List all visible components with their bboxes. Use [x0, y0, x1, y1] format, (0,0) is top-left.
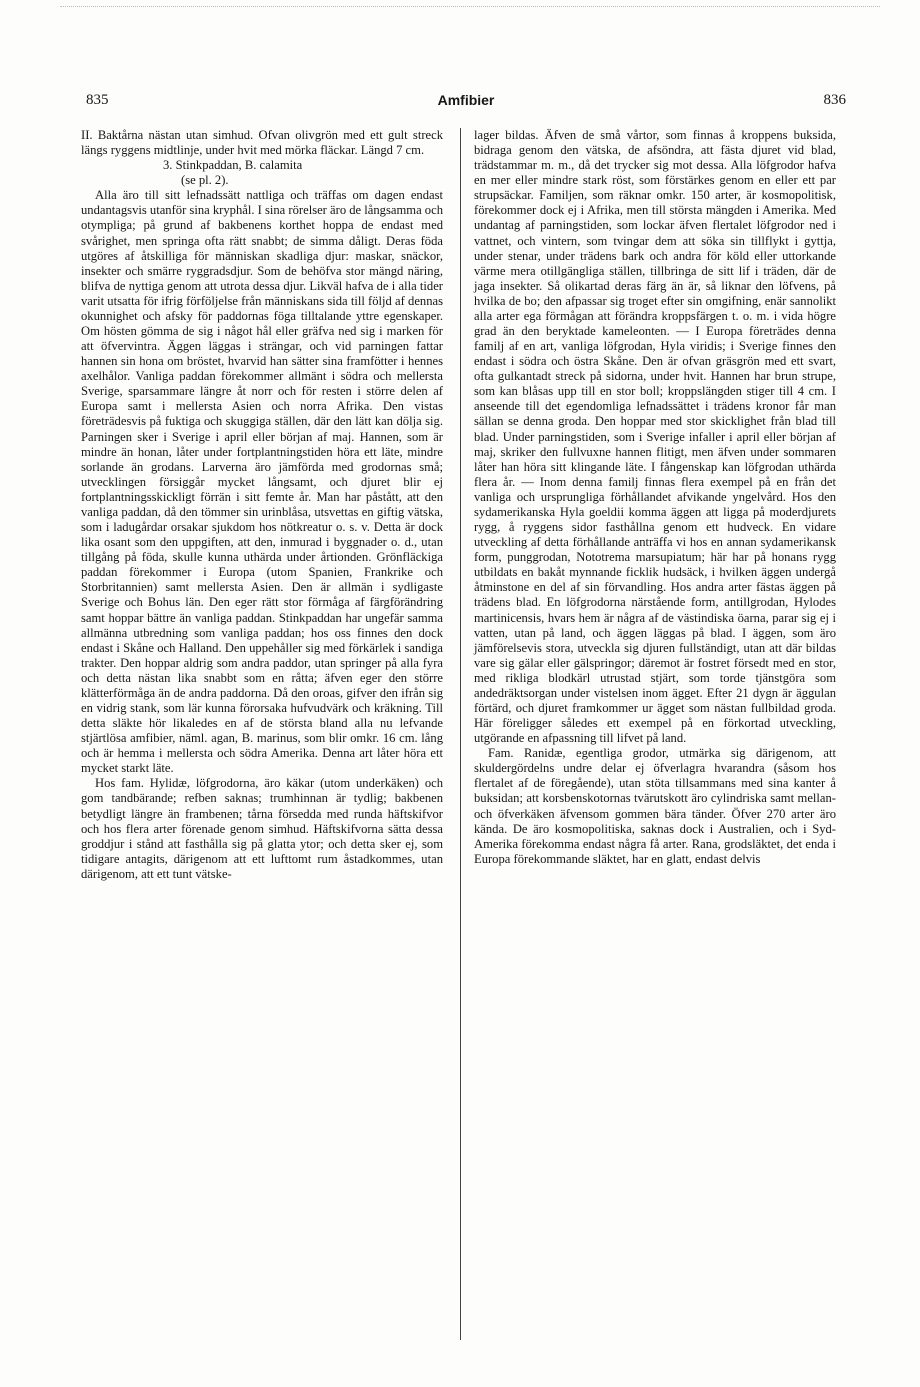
page-title: Amfibier	[437, 92, 495, 108]
key-entry-ii: II. Baktårna nästan utan simhud. Ofvan olivgrön med ett gult streck längs ryggens midtlinje, under hvit med mörka fläckar. Längd 7 cm.	[81, 128, 443, 158]
page-number-right: 836	[823, 92, 846, 108]
plate-reference: (se pl. 2).	[181, 173, 229, 188]
running-head	[86, 92, 846, 112]
body-paragraph: Alla äro till sitt lefnadssätt nattliga och träffas om dagen endast undantagsvis utanför sina kryphål. I sina rörelser äro de långsamma och otympliga; på grund af bakbenens korthet hoppa de endast med svårighet, men springa ofta rätt snabbt; de simma dåligt. Deras föda utgöres af åtskilliga för människan skadliga djur: maskar, snäckor, insekter och smärre ryggradsdjur. Som de behöfva stor mängd näring, blifva de nyttiga genom att utrota dessa djur. Likväl hafva de i alla tider varit utsatta för ifrig förföljelse från människans sida till följd af dennas okunnighet och afsky för paddornas föga tilltalande yttre egenskaper. Om hösten gömma de sig i något hål eller gräfva ned sig i marken för att öfvervintra. Äggen läggas i strängar, och vid parningen fattar hannen sin hona om bröstet, hvarvid han sätter sina framfötter i hennes axelhålor. Vanliga paddan förekommer allmänt i södra och mellersta Sverige, sparsammare längre åt norr och för resten i större delen af Europa samt i mellersta Asien och norra Afrika. Den vistas företrädesvis på fuktiga och skuggiga ställen, där den lätt kan dölja sig. Parningen sker i Sverige i april eller början af maj. Hannen, som är mindre än honan, låter under fortplantningstiden höra ett läte, mindre sorlande än grodans. Larverna äro jämförda med grodornas små; utvecklingen försiggår mycket långsamt, och djuret blir ej fortplantningsskickligt förrän i sitt femte år. Man har påstått, att den vanliga paddan, då den tömmer sin urinblåsa, utsvettas en giftig vätska, som i ladugårdar orsakar sjukdom hos nötkreatur o. s. v. Detta är dock lika osant som den uppgiften, att den, inmurad i byggnader o. d., utan tillgång på föda, skulle kunna uthärda under årtionden. Grönfläckiga paddan förekommer i Europa (utom Spanien, Frankrike och Storbritannien) samt mellersta Asien. Den är allmän i sydligaste Sverige och Bohus län. Den eger rätt stor förmåga af färgförändring samt hoppar bättre än vanliga paddan. Stinkpaddan har ungefär samma allmänna utbredning som vanliga paddan; hos oss finnes den dock endast i Skåne och Halland. Den uppehåller sig med förkärlek i sandiga trakter. Den hoppar aldrig som andra paddor, utan springer på alla fyra och detta nästan lika snabbt som en råtta; äfven eger den större klätterförmåga än de andra paddorna. Då den oroas, gifver den ifrån sig en vidrig stank, som lär kunna förorsaka hufvudvärk och kräkning. Till detta släkte hör likaledes en af de största bland alla nu lefvande stjärtlösa amfibier, näml. agan, B. marinus, som blir omkr. 16 cm. lång och är hemma i mellersta och södra Amerika. Denna art låter höra ett mycket starkt läte.	[81, 188, 443, 776]
scan-edge-line	[60, 6, 880, 7]
body-paragraph-continued: lager bildas. Äfven de små vårtor, som finnas å kroppens buksida, bidraga genom den vätska, de afsöndra, att fästa djuret vid blad, trädstammar m. m., då det trycker sig mot dessa. Alla löfgrodor hafva en mer eller mindre stark röst, som förstärkes genom en eller ett par strupsäckar. Familjen, som räknar omkr. 150 arter, är kosmopolitisk, förekommer dock ej i Afrika, men till största mängden i Amerika. Med undantag af parningstiden, som lockar äfven flertalet löfgrodor ned i vattnet, och vintern, som tvingar dem att söka sin tillflykt i gyttja, under stenar, under trädens bark och andra för köld eller uttorkande värme mera otillgängliga ställen, tillbringa de sitt lif i träden, där de jaga insekter. Så olikartad deras färg än är, så liknar den löfvens, på hvilka de bo; den afpassar sig troget efter sin omgifning, enär sannolikt alla arter ega förmågan att förändra kroppsfärgen t. o. m. i vida högre grad än den beryktade kameleonten. — I Europa företrädes denna familj af en art, vanliga löfgrodan, Hyla viridis; i Sverige finnes den endast i södra och östra Skåne. Den är ofvan gräsgrön med ett svart, ofta gulkantadt streck på sidorna, under hvit. Hannen har brun strupe, som kan blåsas upp till en stor boll; kroppslängden stiger till 4 cm. I anseende till det egendomliga lefnadssättet i trädens kronor får man sällan se denna groda. Den hoppar med stor skicklighet från blad till blad. Under parningstiden, som i Sverige infaller i april eller början af maj, skriker den fullvuxne hannen flitigt, men äfven under sommaren låter han höra sitt klingande läte. I fångenskap kan löfgrodan uthärda flera år. — Inom denna familj finnas flera exempel på en från det vanliga och ursprungliga förhållandet afvikande yngelvård. Hos den sydamerikanska Hyla goeldii komma äggen att ligga på moderdjurets rygg, å ryggens sidor fasthållna genom ett hudveck. En vidare utveckling af detta förhållande anträffa vi hos en annan sydamerikansk form, punggrodan, Nototrema marsupiatum; här har på honans rygg utbildats en bakåt mynnande ficklik hudsäck, i hvilken äggen undergå åtminstone en del af sin förvandling. Hos andra arter fästas äggen på trädens blad. En löfgrodorna närstående form, antillgrodan, Hylodes martinicensis, hvars hem är några af de västindiska öarna, parar sig ej i vatten, utan på land, och äggen läggas på blad. I äggen, som äro jämförelsevis stora, utveckla sig djuren fullständigt, utan att där bildas vare sig gälar eller gälspringor; däremot är fostret försedt med en stor, med rikliga blodkärl utrustad stjärt, som torde tjänstgöra som andedräktsorgan under vistelsen inom ägget. Efter 21 dygn är äggulan förtärd, och djuret framkommer ur ägget som nästan fullbildad groda. Här föreligger således ett exempel på en förkortad utveckling, utgörande en afpassning till lifvet på land.	[474, 128, 836, 746]
body-paragraph-ranidae: Fam. Ranidæ, egentliga grodor, utmärka sig därigenom, att skuldergördelns undre delar ej öfverlagra hvarandra (såsom hos flertalet af de föregående), utan stöta tillsammans med sina kanter å buksidan; att korsbenskotornas tvärutskott äro cylindriska samt mellan- och öfverkäken äfvensom gommen bära tänder. Öfver 270 arter äro kända. De äro kosmopolitiska, saknas dock i Australien, och i Syd-Amerika förekomma endast några få arter. Rana, grodsläktet, det enda i Europa förekommande släktet, har en glatt, endast delvis	[474, 746, 836, 866]
page-number-left: 835	[86, 92, 109, 108]
left-column	[81, 128, 443, 1358]
column-divider	[460, 128, 461, 1340]
body-paragraph-hylidae: Hos fam. Hylidæ, löfgrodorna, äro käkar (utom underkäken) och gom tandbärande; refben saknas; trumhinnan är tydlig; bakbenen betydligt längre än frambenen; tårna försedda med runda häftskifvor och hos flera arter förenade genom simhud. Häftskifvorna sätta dessa groddjur i stånd att fasthålla sig på glatta ytor; och detta sker ej, som tidigare antagits, därigenom att ett lufttomt rum åstadkommes, utan därigenom, att ett tunt vätske-	[81, 776, 443, 881]
key-entry-stinkpaddan: 3. Stinkpaddan, B. calamita	[163, 158, 303, 173]
right-column	[474, 128, 836, 1358]
